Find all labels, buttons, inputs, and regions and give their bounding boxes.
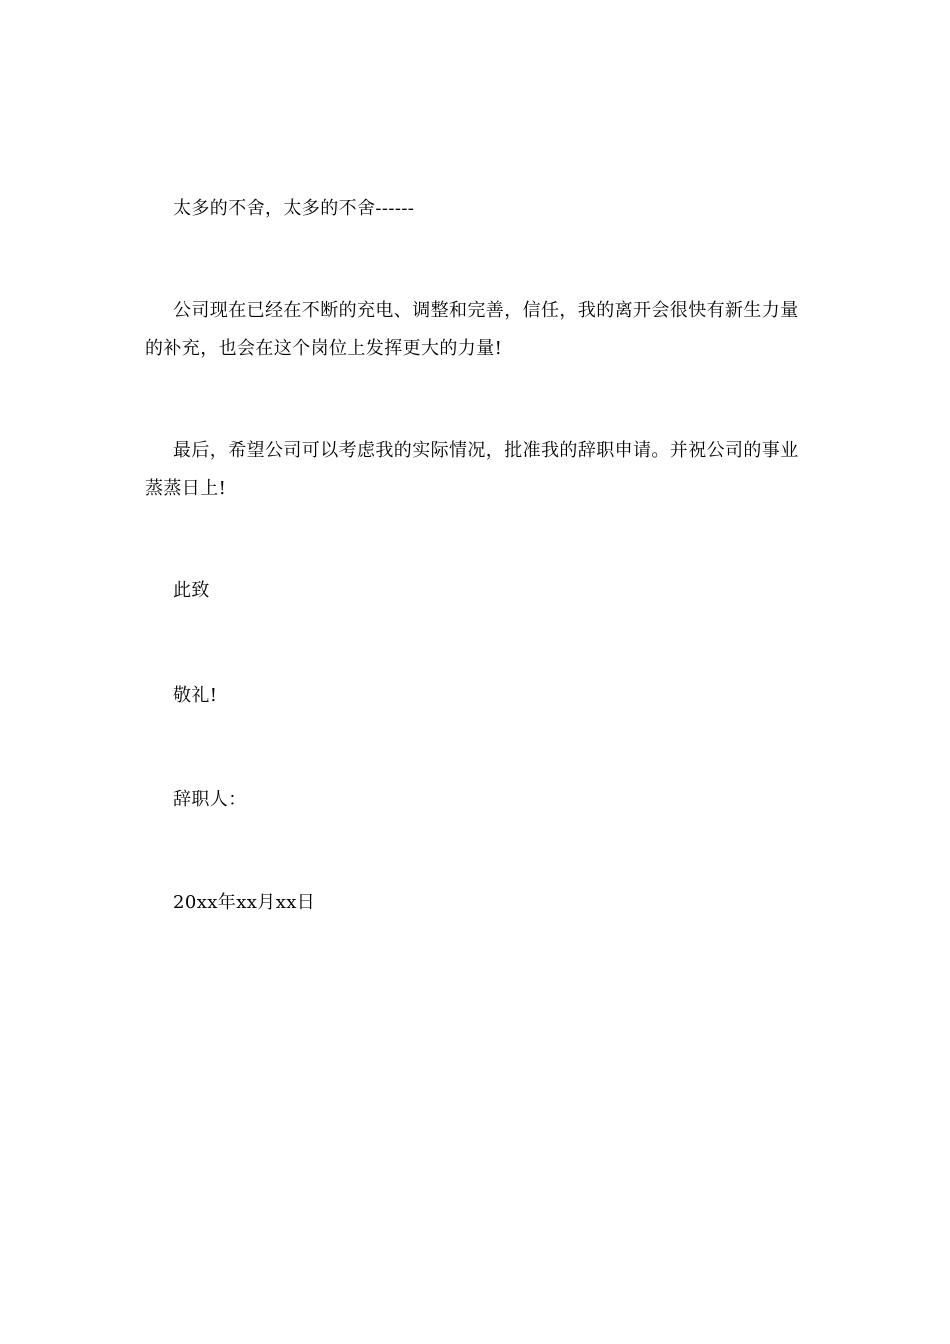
signature-label: 辞职人： bbox=[173, 789, 247, 810]
salutation-cizhi: 此致 bbox=[173, 580, 210, 601]
paragraph-company-improvement: 公司现在已经在不断的充电、调整和完善，信任，我的离开会很快有新生力量的补充，也会在这个岗位上发挥更大的力量! bbox=[145, 300, 799, 359]
paragraph-reluctance: 太多的不舍，太多的不舍------ bbox=[173, 198, 415, 219]
salutation-jingli: 敬礼! bbox=[173, 685, 218, 706]
paragraph-closing-request: 最后，希望公司可以考虑我的实际情况，批准我的辞职申请。并祝公司的事业蒸蒸日上! bbox=[145, 440, 799, 499]
date-line: 20xx年xx月xx日 bbox=[173, 892, 316, 913]
